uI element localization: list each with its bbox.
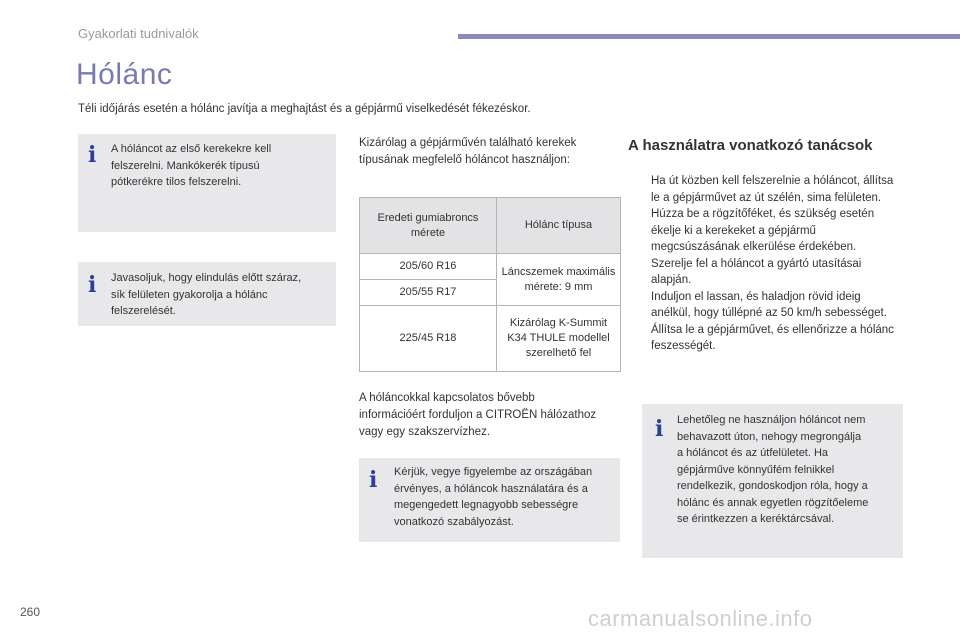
info-line: vonatkozó szabályozást. — [394, 515, 514, 528]
more-info-text — [359, 390, 596, 441]
table-header-tire: Eredeti gumiabroncs mérete — [360, 198, 497, 254]
info-line: megengedett legnagyobb sebességre — [394, 499, 579, 511]
info-icon: i — [88, 272, 97, 298]
info-line: hólánc és annak egyetlen rögzítőeleme — [677, 496, 869, 509]
info-line: gépjárműve könnyűfém felnikkel — [677, 463, 835, 476]
list-item-text: Állítsa le a gépjárművet, és ellenőrizze a hólánc feszességét. — [651, 323, 894, 352]
intro-text: Téli időjárás esetén a hólánc javítja a meghajtást és a gépjármű viselkedését fékezéskor. — [78, 103, 531, 115]
table-cell-chain: Láncszemek maximális mérete: 9 mm — [497, 254, 621, 306]
list-item-text: Húzza be a rögzítőféket, és szükség esetén ékelje ki a kerekeket a gépjármű megcsúszásának elkerülése érdekében. — [651, 208, 875, 253]
info-box-front-wheels — [78, 134, 336, 232]
info-box-regulations — [359, 458, 620, 542]
page-number: 260 — [20, 605, 41, 619]
section-header: Gyakorlati tudnivalók — [78, 26, 199, 41]
table-cell-tire: 225/45 R18 — [360, 306, 497, 372]
advice-title: A használatra vonatkozó tanácsok — [628, 137, 873, 154]
info-box-alloy-wheels — [642, 404, 903, 558]
info-line: sík felületen gyakorolja a hólánc — [111, 288, 268, 301]
list-item — [629, 322, 899, 355]
text-line: vagy egy szakszervízhez. — [359, 426, 491, 438]
info-line: felszerelését. — [111, 305, 176, 317]
info-icon: i — [369, 467, 378, 493]
list-item — [629, 173, 899, 206]
info-line: a hóláncot és az útfelületet. Ha — [677, 447, 829, 459]
info-line: rendelkezik, gondoskodjon róla, hogy a — [677, 480, 868, 492]
info-line: A hóláncot az első kerekekre kell — [111, 143, 272, 155]
watermark: carmanualsonline.info — [588, 606, 813, 631]
list-item — [629, 289, 899, 322]
info-line: Javasoljuk, hogy elindulás előtt száraz, — [111, 272, 302, 284]
info-box-practice — [78, 262, 336, 326]
info-line: pótkerékre tilos felszerelni. — [111, 176, 242, 188]
table-cell-tire: 205/60 R16 — [360, 254, 497, 280]
table-header-chain: Hólánc típusa — [497, 198, 621, 254]
list-item-text: Ha út közben kell felszerelnie a hóláncot, állítsa le a gépjárművet az út szélén, sima felületen. — [651, 175, 894, 204]
info-line: érvényes, a hóláncok használatára és a — [394, 482, 588, 495]
list-item — [629, 256, 899, 289]
list-item-text: Induljon el lassan, és haladjon rövid ideig anélkül, hogy túllépné az 50 km/h sebességet. — [651, 290, 887, 319]
info-icon: i — [655, 416, 664, 442]
info-icon: i — [88, 142, 97, 168]
info-line: behavazott úton, nehogy megrongálja — [677, 430, 862, 443]
advice-list — [629, 173, 899, 355]
info-line: felszerelni. Mankókerék típusú — [111, 159, 260, 172]
text-line: Kizárólag a gépjárművén található kerekek — [359, 137, 577, 149]
header-accent-bar — [458, 34, 960, 39]
text-line: információért forduljon a CITROËN hálózathoz — [359, 409, 597, 421]
text-line: típusának megfelelő hóláncot használjon: — [359, 154, 570, 166]
text-line: A hóláncokkal kapcsolatos bővebb — [359, 392, 535, 404]
table-cell-tire: 205/55 R17 — [360, 280, 497, 306]
table-cell-chain: Kizárólag K-Summit K34 THULE modellel szerelhető fel — [497, 306, 621, 372]
info-line: Kérjük, vegye figyelembe az országában — [394, 466, 593, 478]
snow-chain-table — [359, 197, 621, 372]
list-item — [629, 206, 899, 256]
page-title: Hólánc — [76, 58, 173, 91]
list-item-text: Szerelje fel a hóláncot a gyártó utasításai alapján. — [651, 257, 862, 286]
info-line: Lehetőleg ne használjon hóláncot nem — [677, 414, 866, 426]
info-line: se érintkezzen a keréktárcsával. — [677, 513, 835, 525]
usage-lead-text — [359, 135, 576, 169]
